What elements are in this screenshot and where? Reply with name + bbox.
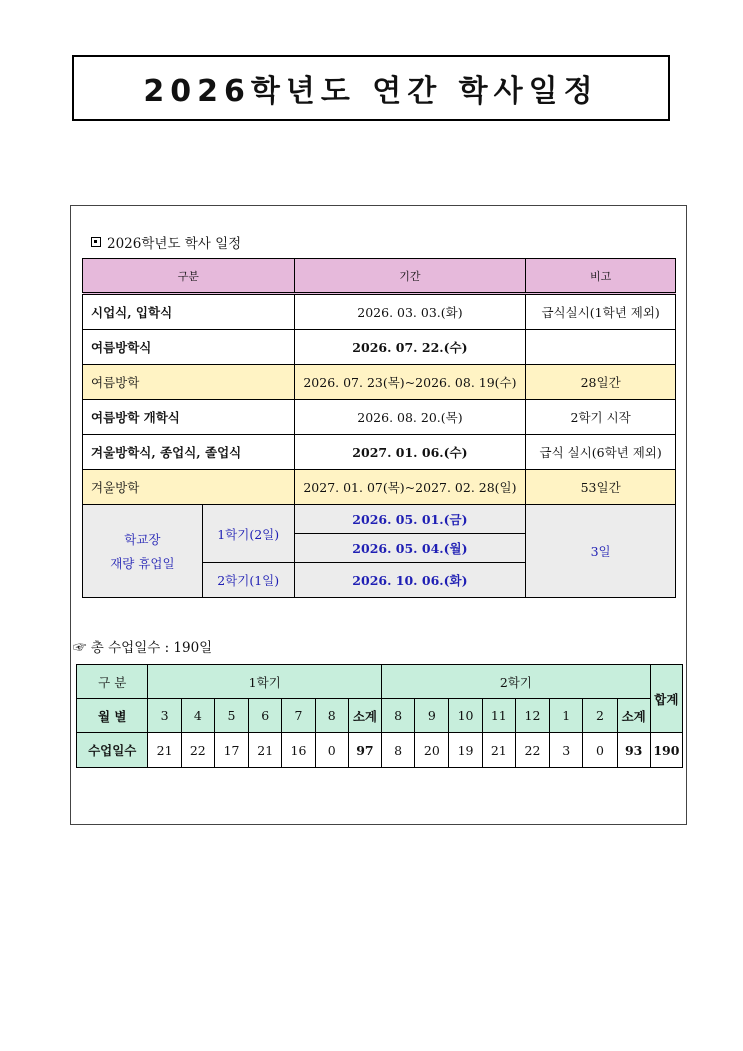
semester-header-row: [77, 665, 683, 699]
holiday-name-line2: 재량 휴업일: [110, 556, 175, 571]
days-label: 수업일수: [77, 733, 148, 768]
event-period: 2027. 01. 06.(수): [294, 435, 526, 470]
table-row: [83, 435, 676, 470]
column-header: 구분: [83, 259, 295, 294]
event-note: 28일간: [526, 365, 676, 400]
month-cell: 2: [583, 699, 617, 733]
month-cell: 3: [148, 699, 181, 733]
subtotal-label: 소계: [348, 699, 381, 733]
days-cell: 22: [181, 733, 214, 768]
days-cell: 19: [449, 733, 482, 768]
month-label: 월 별: [77, 699, 148, 733]
event-period: 2026. 07. 23(목)~2026. 08. 19(수): [294, 365, 526, 400]
event-period: 2026. 07. 22.(수): [294, 330, 526, 365]
month-cell: 8: [315, 699, 348, 733]
schedule-table: [82, 258, 676, 598]
event-period: 2027. 01. 07(목)~2027. 02. 28(일): [294, 470, 526, 505]
schedule-header-row: [83, 259, 676, 294]
sem2-holiday-label: 2학기(1일): [202, 563, 294, 598]
days-cell: 21: [482, 733, 515, 768]
page-title: [72, 55, 670, 121]
holiday-date: 2026. 05. 04.(월): [294, 534, 526, 563]
sem1-holiday-label: 1학기(2일): [202, 505, 294, 563]
table-row: [83, 294, 676, 330]
days-cell: 16: [282, 733, 315, 768]
days-cell: 8: [382, 733, 415, 768]
month-cell: 10: [449, 699, 482, 733]
event-period: 2026. 08. 20.(목): [294, 400, 526, 435]
square-bullet-icon: [91, 237, 101, 247]
event-name: 여름방학 개학식: [83, 400, 295, 435]
month-row: [77, 699, 683, 733]
event-note: [526, 330, 676, 365]
event-period: 2026. 03. 03.(화): [294, 294, 526, 330]
grand-total: 190: [650, 733, 682, 768]
days-cell: 22: [515, 733, 549, 768]
event-name: 겨울방학: [83, 470, 295, 505]
days-cell: 0: [315, 733, 348, 768]
month-cell: 7: [282, 699, 315, 733]
table-row: [83, 470, 676, 505]
holiday-date: 2026. 05. 01.(금): [294, 505, 526, 534]
event-name: 시업식, 입학식: [83, 294, 295, 330]
event-note: 2학기 시작: [526, 400, 676, 435]
sem1-label: 1학기: [148, 665, 382, 699]
column-header: 비고: [526, 259, 676, 294]
days-cell: 21: [148, 733, 181, 768]
event-name: 여름방학: [83, 365, 295, 400]
event-name: 여름방학식: [83, 330, 295, 365]
month-cell: 6: [249, 699, 282, 733]
days-cell: 21: [249, 733, 282, 768]
total-label: 합계: [650, 665, 682, 733]
sem2-subtotal: 93: [617, 733, 650, 768]
gubun-label: 구 분: [77, 665, 148, 699]
holiday-row: [83, 505, 676, 534]
days-cell: 0: [583, 733, 617, 768]
holiday-note: 3일: [526, 505, 676, 598]
page-title-text: 2026학년도 연간 학사일정: [143, 74, 599, 109]
sem2-label: 2학기: [382, 665, 651, 699]
column-header: 기간: [294, 259, 526, 294]
schedule-heading: [91, 232, 241, 252]
school-days-table: [76, 664, 683, 768]
table-row: [83, 400, 676, 435]
month-cell: 1: [550, 699, 583, 733]
schedule-heading-text: 2026학년도 학사 일정: [107, 236, 242, 252]
school-days-heading: ☞ 총 수업일수 : 190일: [73, 640, 213, 656]
month-cell: 12: [515, 699, 549, 733]
holiday-date: 2026. 10. 06.(화): [294, 563, 526, 598]
month-cell: 8: [382, 699, 415, 733]
event-note: 급식 실시(6학년 제외): [526, 435, 676, 470]
event-name: 겨울방학식, 종업식, 졸업식: [83, 435, 295, 470]
month-cell: 4: [181, 699, 214, 733]
sem1-subtotal: 97: [348, 733, 381, 768]
days-cell: 3: [550, 733, 583, 768]
table-row: [83, 365, 676, 400]
days-cell: 20: [415, 733, 449, 768]
days-row: [77, 733, 683, 768]
holiday-name-line1: 학교장: [124, 532, 161, 547]
month-cell: 9: [415, 699, 449, 733]
month-cell: 5: [214, 699, 248, 733]
subtotal-label: 소계: [617, 699, 650, 733]
days-cell: 17: [214, 733, 248, 768]
event-note: 53일간: [526, 470, 676, 505]
schedule-panel: [70, 205, 687, 825]
event-note: 급식실시(1학년 제외): [526, 294, 676, 330]
month-cell: 11: [482, 699, 515, 733]
table-row: [83, 330, 676, 365]
holiday-name: [83, 505, 203, 598]
